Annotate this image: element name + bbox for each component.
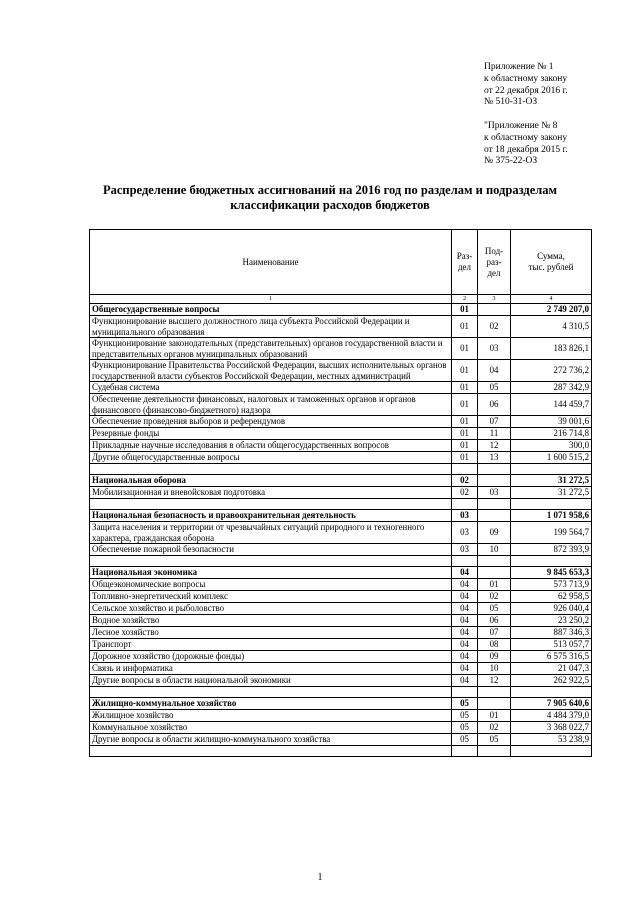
empty-cell	[90, 746, 452, 757]
row-section: 04	[452, 603, 478, 615]
appendix-line: "Приложение № 8	[484, 121, 558, 131]
appendix-note-8	[484, 121, 568, 168]
row-subsection	[478, 475, 511, 487]
row-section: 01	[452, 452, 478, 464]
empty-cell	[511, 746, 592, 757]
row-subsection: 07	[478, 416, 511, 428]
spacer-row	[90, 687, 592, 698]
table-row	[90, 428, 592, 440]
row-sum: 4 484 379,0	[511, 710, 592, 722]
row-section: 02	[452, 475, 478, 487]
row-name: Функционирование высшего должностного лица субъекта Российской Федерации и муниципального образования	[90, 316, 452, 338]
row-sum: 216 714,8	[511, 428, 592, 440]
row-section: 05	[452, 734, 478, 746]
table-row	[90, 382, 592, 394]
header-row	[90, 230, 592, 295]
row-section: 01	[452, 416, 478, 428]
row-sum: 513 057,7	[511, 639, 592, 651]
header-subsection-line: раз-	[486, 256, 502, 267]
row-subsection: 06	[478, 615, 511, 627]
row-name: Общеэкономические вопросы	[90, 579, 452, 591]
row-name: Топливно-энергетический комплекс	[90, 591, 452, 603]
row-sum: 9 845 653,3	[511, 567, 592, 579]
row-section: 05	[452, 710, 478, 722]
section-total-row	[90, 510, 592, 522]
header-section-line: дел	[457, 262, 472, 272]
row-section: 04	[452, 663, 478, 675]
row-subsection: 10	[478, 544, 511, 556]
row-section: 05	[452, 698, 478, 710]
row-section: 01	[452, 338, 478, 360]
column-number-row	[90, 295, 592, 304]
header-name: Наименование	[90, 230, 452, 295]
row-name: Водное хозяйство	[90, 615, 452, 627]
row-sum: 7 905 640,6	[511, 698, 592, 710]
row-subsection: 02	[478, 591, 511, 603]
row-section: 04	[452, 615, 478, 627]
table-row	[90, 734, 592, 746]
row-subsection: 13	[478, 452, 511, 464]
row-subsection: 01	[478, 579, 511, 591]
table-row	[90, 722, 592, 734]
row-name: Резервные фонды	[90, 428, 452, 440]
row-name: Другие вопросы в области жилищно-коммунального хозяйства	[90, 734, 452, 746]
header-section	[452, 230, 478, 295]
row-sum: 199 564,7	[511, 522, 592, 544]
row-subsection: 09	[478, 522, 511, 544]
empty-cell	[511, 687, 592, 698]
row-section: 01	[452, 304, 478, 316]
table-row	[90, 394, 592, 416]
row-sum: 300,0	[511, 440, 592, 452]
row-sum: 31 272,5	[511, 475, 592, 487]
table-row	[90, 316, 592, 338]
row-section: 01	[452, 440, 478, 452]
table-row	[90, 603, 592, 615]
row-name: Национальная безопасность и правоохранительная деятельность	[90, 510, 452, 522]
row-sum: 1 600 515,2	[511, 452, 592, 464]
row-subsection: 09	[478, 651, 511, 663]
row-subsection	[478, 304, 511, 316]
table-row	[90, 579, 592, 591]
section-total-row	[90, 567, 592, 579]
header-sum-line: тыс. рублей	[528, 262, 574, 272]
row-section: 05	[452, 722, 478, 734]
row-name: Другие общегосударственные вопросы	[90, 452, 452, 464]
table-row	[90, 522, 592, 544]
row-section: 01	[452, 428, 478, 440]
row-name: Национальная оборона	[90, 475, 452, 487]
empty-cell	[452, 556, 478, 567]
table-row	[90, 627, 592, 639]
empty-cell	[452, 464, 478, 475]
empty-cell	[90, 464, 452, 475]
row-name: Сельское хозяйство и рыболовство	[90, 603, 452, 615]
row-section: 04	[452, 675, 478, 687]
row-section: 03	[452, 522, 478, 544]
table-row	[90, 360, 592, 382]
table-row	[90, 487, 592, 499]
appendix-note-1	[484, 62, 568, 109]
row-subsection: 12	[478, 675, 511, 687]
row-section: 02	[452, 487, 478, 499]
row-subsection: 07	[478, 627, 511, 639]
row-subsection: 04	[478, 360, 511, 382]
empty-cell	[478, 746, 511, 757]
row-section: 04	[452, 651, 478, 663]
row-sum: 3 368 022,7	[511, 722, 592, 734]
row-name: Судебная система	[90, 382, 452, 394]
empty-cell	[452, 687, 478, 698]
row-name: Транспорт	[90, 639, 452, 651]
row-subsection: 01	[478, 710, 511, 722]
row-name: Обеспечение пожарной безопасности	[90, 544, 452, 556]
row-sum: 31 272,5	[511, 487, 592, 499]
row-name: Мобилизационная и вневойсковая подготовка	[90, 487, 452, 499]
header-section-line: Раз-	[456, 251, 473, 261]
row-subsection: 02	[478, 316, 511, 338]
row-section: 04	[452, 567, 478, 579]
table-row	[90, 452, 592, 464]
spacer-row	[90, 499, 592, 510]
row-sum: 872 393,9	[511, 544, 592, 556]
table-row	[90, 416, 592, 428]
table-row	[90, 338, 592, 360]
table-row	[90, 639, 592, 651]
row-subsection: 02	[478, 722, 511, 734]
row-section: 03	[452, 544, 478, 556]
empty-cell	[90, 499, 452, 510]
row-subsection	[478, 510, 511, 522]
spacer-row	[90, 464, 592, 475]
row-name: Прикладные научные исследования в области общегосударственных вопросов	[90, 440, 452, 452]
row-subsection: 05	[478, 734, 511, 746]
row-sum: 183 826,1	[511, 338, 592, 360]
table-row	[90, 651, 592, 663]
empty-cell	[452, 499, 478, 510]
row-sum: 2 749 207,0	[511, 304, 592, 316]
row-subsection	[478, 567, 511, 579]
row-name: Функционирование законодательных (представительных) органов государственной власти и представительных органов муниципальных образований	[90, 338, 452, 360]
empty-cell	[511, 499, 592, 510]
column-number: 1	[90, 295, 452, 304]
header-sum-line: Сумма,	[537, 251, 565, 261]
table-row	[90, 663, 592, 675]
row-subsection: 06	[478, 394, 511, 416]
section-total-row	[90, 304, 592, 316]
empty-cell	[90, 687, 452, 698]
appendix-line: № 375-22-ОЗ	[484, 156, 538, 167]
row-subsection: 05	[478, 382, 511, 394]
row-name: Национальная экономика	[90, 567, 452, 579]
table-row	[90, 615, 592, 627]
empty-cell	[478, 687, 511, 698]
empty-cell	[478, 499, 511, 510]
row-sum: 1 071 958,6	[511, 510, 592, 522]
header-sum	[511, 230, 592, 295]
appendix-line: Приложение № 1	[484, 62, 554, 72]
appendix-line: от 22 декабря 2016 г.	[484, 85, 568, 96]
empty-cell	[90, 556, 452, 567]
row-section: 04	[452, 639, 478, 651]
row-sum: 287 342,9	[511, 382, 592, 394]
table-row	[90, 440, 592, 452]
row-name: Жилищное хозяйство	[90, 710, 452, 722]
section-total-row	[90, 698, 592, 710]
row-sum: 23 250,2	[511, 615, 592, 627]
column-number: 4	[511, 295, 592, 304]
row-subsection: 10	[478, 663, 511, 675]
appendix-line: № 510-31-ОЗ	[484, 97, 538, 108]
row-section: 01	[452, 316, 478, 338]
row-sum: 144 459,7	[511, 394, 592, 416]
row-section: 04	[452, 627, 478, 639]
row-subsection: 03	[478, 338, 511, 360]
table-row	[90, 544, 592, 556]
row-sum: 39 001,6	[511, 416, 592, 428]
row-sum: 262 922,5	[511, 675, 592, 687]
header-subsection-line: Под-	[484, 245, 504, 256]
row-name: Связь и информатика	[90, 663, 452, 675]
row-subsection: 11	[478, 428, 511, 440]
spacer-row	[90, 556, 592, 567]
appendix-line: от 18 декабря 2015 г.	[484, 144, 568, 155]
empty-cell	[511, 556, 592, 567]
empty-cell	[452, 746, 478, 757]
row-section: 04	[452, 591, 478, 603]
row-sum: 62 958,5	[511, 591, 592, 603]
row-sum: 573 713,9	[511, 579, 592, 591]
row-section: 01	[452, 382, 478, 394]
row-subsection	[478, 698, 511, 710]
row-name: Защита населения и территории от чрезвычайных ситуаций природного и техногенного характера, гражданская оборона	[90, 522, 452, 544]
row-name: Жилищно-коммунальное хозяйство	[90, 698, 452, 710]
empty-cell	[511, 464, 592, 475]
spacer-row	[90, 746, 592, 757]
empty-cell	[478, 556, 511, 567]
row-subsection: 05	[478, 603, 511, 615]
page-number: 1	[317, 872, 323, 883]
budget-table	[89, 229, 592, 757]
row-sum: 926 040,4	[511, 603, 592, 615]
empty-cell	[478, 464, 511, 475]
row-subsection: 12	[478, 440, 511, 452]
header-subsection	[478, 230, 511, 295]
row-name: Общегосударственные вопросы	[90, 304, 452, 316]
row-section: 03	[452, 510, 478, 522]
row-section: 04	[452, 579, 478, 591]
row-name: Коммунальное хозяйство	[90, 722, 452, 734]
appendix-line: к областному закону	[484, 132, 568, 143]
row-subsection: 03	[478, 487, 511, 499]
table-row	[90, 591, 592, 603]
row-sum: 4 310,5	[511, 316, 592, 338]
title-line-1: Распределение бюджетных ассигнований на 2016 год по разделам и подразделам	[102, 183, 558, 197]
column-number: 2	[452, 295, 478, 304]
row-name: Обеспечение проведения выборов и референдумов	[90, 416, 452, 428]
row-sum: 6 575 316,5	[511, 651, 592, 663]
column-number: 3	[478, 295, 511, 304]
row-name: Обеспечение деятельности финансовых, налоговых и таможенных органов и органов финансового (финансово-бюджетного) надзора	[90, 394, 452, 416]
row-name: Другие вопросы в области национальной экономики	[90, 675, 452, 687]
row-section: 01	[452, 360, 478, 382]
row-subsection: 08	[478, 639, 511, 651]
row-sum: 887 346,3	[511, 627, 592, 639]
header-subsection-line: дел	[487, 267, 501, 278]
row-name: Функционирование Правительства Российской Федерации, высших исполнительных органов государственной власти субъектов Российской Федерации, местных администраций	[90, 360, 452, 382]
appendix-line: к областному закону	[484, 73, 568, 84]
row-name: Лесное хозяйство	[90, 627, 452, 639]
table-row	[90, 710, 592, 722]
document-title	[60, 183, 600, 213]
row-sum: 53 238,9	[511, 734, 592, 746]
row-name: Дорожное хозяйство (дорожные фонды)	[90, 651, 452, 663]
row-sum: 21 047,3	[511, 663, 592, 675]
row-section: 01	[452, 394, 478, 416]
row-sum: 272 736,2	[511, 360, 592, 382]
title-line-2: классификации расходов бюджетов	[230, 198, 430, 212]
table-row	[90, 675, 592, 687]
section-total-row	[90, 475, 592, 487]
